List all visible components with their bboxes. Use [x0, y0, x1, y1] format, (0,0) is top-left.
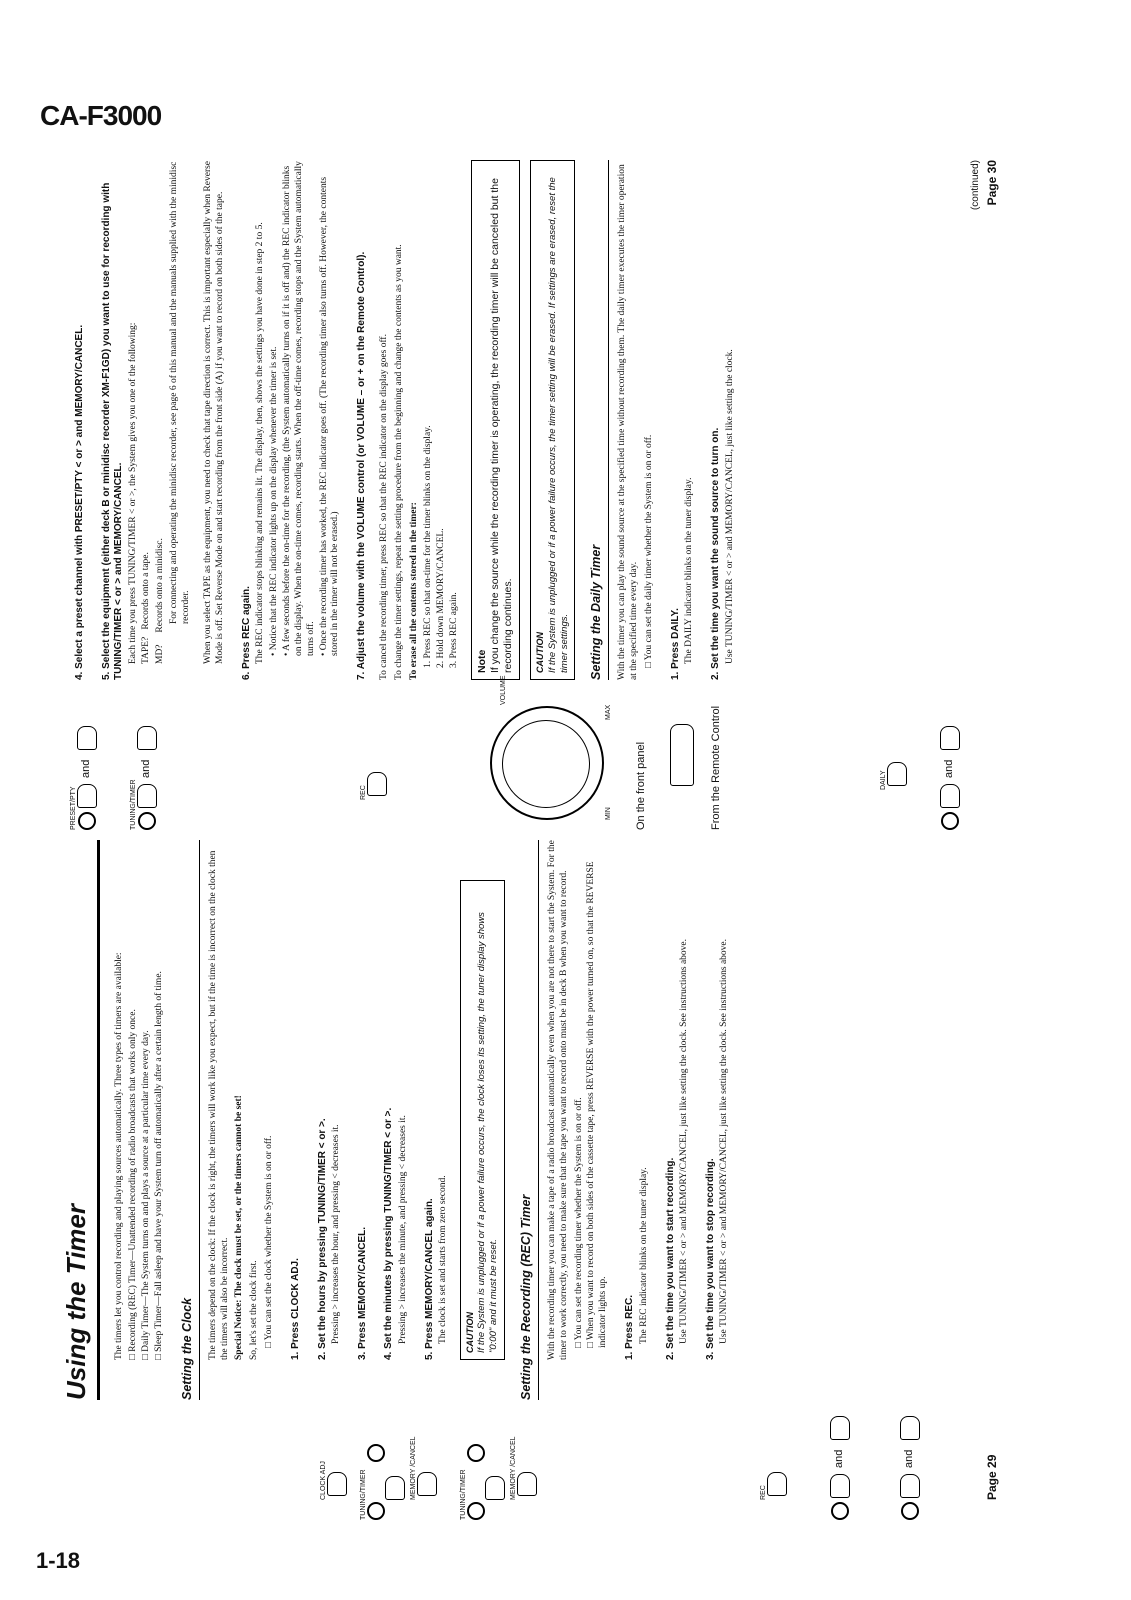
rec-step: 3. Set the time you want to stop recording. [704, 1158, 716, 1360]
tuning-and-memory-icon-2: and [900, 1416, 920, 1520]
tuning-timer-icon: TUNING/TIMER [360, 1444, 405, 1520]
rec-step: 4. Select a preset channel with PRESET/PTY < or > and MEMORY/CANCEL. [74, 324, 85, 680]
daily-bullet: □ You can set the daily timer whether the System is on or off. [643, 434, 654, 668]
clock-step: 1. Press CLOCK ADJ. [290, 1258, 301, 1360]
daily-step-desc: The DAILY indicator blinks on the tuner display. [684, 477, 695, 664]
clock-intro: The timers depend on the clock: If the clock is right, the timers will work like you expect, but if the time is incorrect on the clock then the timers will also be incorrect. [207, 850, 230, 1360]
clock-step: 4. Set the minutes by pressing TUNING/TIMER < or >. [383, 1107, 395, 1360]
continued-label: (continued) [969, 160, 981, 211]
rec-step: 2. Set the time you want to start recording. [664, 1157, 676, 1360]
section-daily-timer: Setting the Daily Timer [583, 160, 609, 680]
timer-type: □ Sleep Timer—Fall asleep and have your System turn off automatically after a certain length of time. [154, 971, 165, 1360]
rec-step-desc: Each time you press TUNING/TIMER < or >, the System gives you one of the following: [127, 322, 138, 664]
equipment-option: MD? Records onto a minidisc. [155, 538, 166, 664]
cancel-note: To cancel the recording timer, press REC so that the REC indicator on the display goes off. [378, 334, 389, 680]
rec-icon-2: REC [360, 772, 387, 800]
preset-pty-icon: PRESET/PTY and [70, 726, 97, 830]
timer-type: □ Recording (REC) Timer—Unattended recording of radio broadcasts that works only once. [128, 1009, 139, 1360]
step6-bullet: • Once the recording timer has worked, the REC indicator goes off. (The recording timer also turns off. However, the contents stored in the timer will not be erased.) [318, 176, 341, 656]
memory-cancel-icon: MEMORY /CANCEL [410, 1436, 437, 1500]
model-number: CA-F3000 [40, 100, 162, 131]
note-box: Note If you change the source while the recording timer is operating, the recording timer will be canceled but the recording continues. [471, 160, 520, 680]
rec-step: 1. Press REC. [624, 1294, 636, 1360]
clock-step: 3. Press MEMORY/CANCEL. [356, 1227, 368, 1360]
equipment-note: For connecting and operating the minidisc recorder, see page 6 of this manual and the manuals supplied with the minidisc recorder. [169, 161, 191, 624]
side-page-number: 1-18 [36, 1548, 81, 1573]
daily-step: 1. Press DAILY. [669, 608, 681, 680]
remote-volume-icon [670, 724, 694, 786]
rec-step: 5. Select the equipment (either deck B or minidisc recorder XM-F1GD) you want to use for recording with TUNING/TIMER < or > and MEMORY/CANCEL. [100, 182, 124, 680]
clock-caution-box: CAUTION If the System is unplugged or if a power failure occurs, the clock loses its setting, the tuner display shows "0:00" and it must be reset. [460, 880, 505, 1360]
erase-title: To erase all the contents stored in the timer: [408, 502, 419, 680]
left-icon-column [60, 1400, 1000, 1520]
clock-step-desc: Pressing > increases the minute, and pressing < decreases it. [397, 1115, 408, 1344]
tape-note: When you select TAPE as the equipment, you need to check that tape direction is correct. This is important especially when Reverse Mode is off. Set Reverse Mode on and start recording from the front side (A) if you want to record on both sides of the tape. [202, 160, 225, 664]
front-panel-label: On the front panel [635, 741, 647, 830]
clock-step: 5. Press MEMORY/CANCEL again. [423, 1198, 435, 1360]
caution-box: CAUTION If the System is unplugged or if a power failure occurs, the timer setting will be erased. If settings are erased, reset the timer settings. [530, 160, 575, 680]
daily-step: 2. Set the time you want the sound source to turn on. [710, 427, 721, 680]
clock-step-desc: Pressing > increases the hour, and pressing < decreases it. [331, 1124, 341, 1344]
daily-step-desc: Use TUNING/TIMER < or > and MEMORY/CANCEL, just like setting the clock. [724, 349, 735, 664]
rec-step: 6. Press REC again. [240, 586, 252, 680]
clock-bullet: □ You can set the clock whether the System is on or off. [264, 1135, 275, 1348]
right-icon-column [60, 675, 1000, 830]
volume-label: VOLUME [500, 675, 507, 705]
erase-step: 2. Hold down MEMORY/CANCEL. [436, 528, 447, 668]
tuning-and-memory-icon-3: and [940, 726, 960, 830]
rec-icon: REC [760, 1472, 787, 1500]
memory-cancel-icon-2: MEMORY /CANCEL [510, 1436, 537, 1500]
step6-bullet: • Notice that the REC indicator lights up on the display whenever the timer is set. [269, 346, 279, 656]
page-title: Using the Timer [60, 840, 100, 1400]
page-number-right: Page 30 [985, 160, 999, 206]
rec-step-desc: The REC indicator blinks on the tuner display. [638, 1167, 649, 1344]
step6-bullet: • A few seconds before the on-time for the recording, (the System automatically turns on if it is off and) the REC indicator blinks on the display. When the on-time comes, recording starts. When the off-time comes, recording stops and the System automatically turns off. [281, 161, 316, 656]
daily-icon: DAILY [880, 762, 907, 790]
page-number-left: Page 29 [985, 1454, 999, 1500]
max-label: MAX [605, 704, 612, 720]
tuning-timer-icon-3: TUNING/TIMER and [130, 726, 157, 830]
rec-step-desc: Use TUNING/TIMER < or > and MEMORY/CANCEL, just like setting the clock. See instructions above. [719, 938, 730, 1344]
rec-step-desc: Use TUNING/TIMER < or > and MEMORY/CANCEL, just like setting the clock. See instructions above. [679, 938, 689, 1344]
tuning-and-memory-icon: and [830, 1416, 850, 1520]
right-page [60, 160, 1000, 680]
rec-step: 7. Adjust the volume with the VOLUME control (or VOLUME – or + on the Remote Control). [356, 251, 368, 680]
erase-step: 1. Press REC so that on-time for the timer blinks on the display. [423, 425, 434, 668]
section-rec-timer: Setting the Recording (REC) Timer [513, 840, 539, 1400]
rec-step-desc: The REC indicator stops blinking and remains lit. The display, then, shows the settings you have done in step 2 to 5. [255, 222, 266, 664]
change-note: To change the timer settings, repeat the setting procedure from the beginning and change the contents as you want. [393, 244, 404, 680]
daily-intro: With the timer you can play the sound source at the specified time without recording them. The daily timer executes the timer operation at the specified time every day. [617, 164, 639, 680]
clock-step-desc: The clock is set and starts from zero second. [438, 1175, 449, 1344]
clock-adj-icon: CLOCK ADJ [320, 1461, 347, 1500]
erase-step: 3. Press REC again. [449, 592, 460, 668]
intro: The timers let you control recording and playing sources automatically. Three types of timers are available: [113, 952, 124, 1360]
timer-type: □ Daily Timer—The System turns on and plays a source at a particular time every day. [141, 1030, 152, 1360]
volume-dial-icon [490, 706, 604, 820]
clock-step: 2. Set the hours by pressing TUNING/TIMER < or >. [316, 1118, 328, 1360]
rec-bullet: □ When you want to record on both sides of the cassette tape, press REVERSE with the power turned on, so that the REVERSE indicator lights up. [586, 861, 609, 1348]
special-notice: Special Notice: The clock must be set, or the timers cannot be set! [234, 1095, 245, 1360]
equipment-option: TAPE? Records onto a tape. [141, 552, 152, 664]
special-notice-2: So, let's set the clock first. [249, 1260, 260, 1360]
rec-intro: With the recording timer you can make a tape of a radio broadcast automatically even when you are not there to start the System. For the timer to work correctly, you need to make sure that the tape you want to record onto must be in deck B when you want to record. [546, 840, 569, 1360]
tuning-timer-icon-2: TUNING/TIMER [460, 1444, 505, 1520]
rotated-manual-page [60, 120, 1020, 1520]
left-page [60, 840, 1000, 1500]
remote-label: From the Remote Control [710, 705, 722, 830]
min-label: MIN [605, 807, 612, 820]
rec-bullet: □ You can set the recording timer whether the System is on or off. [573, 1097, 584, 1348]
section-setting-clock: Setting the Clock [174, 840, 200, 1400]
